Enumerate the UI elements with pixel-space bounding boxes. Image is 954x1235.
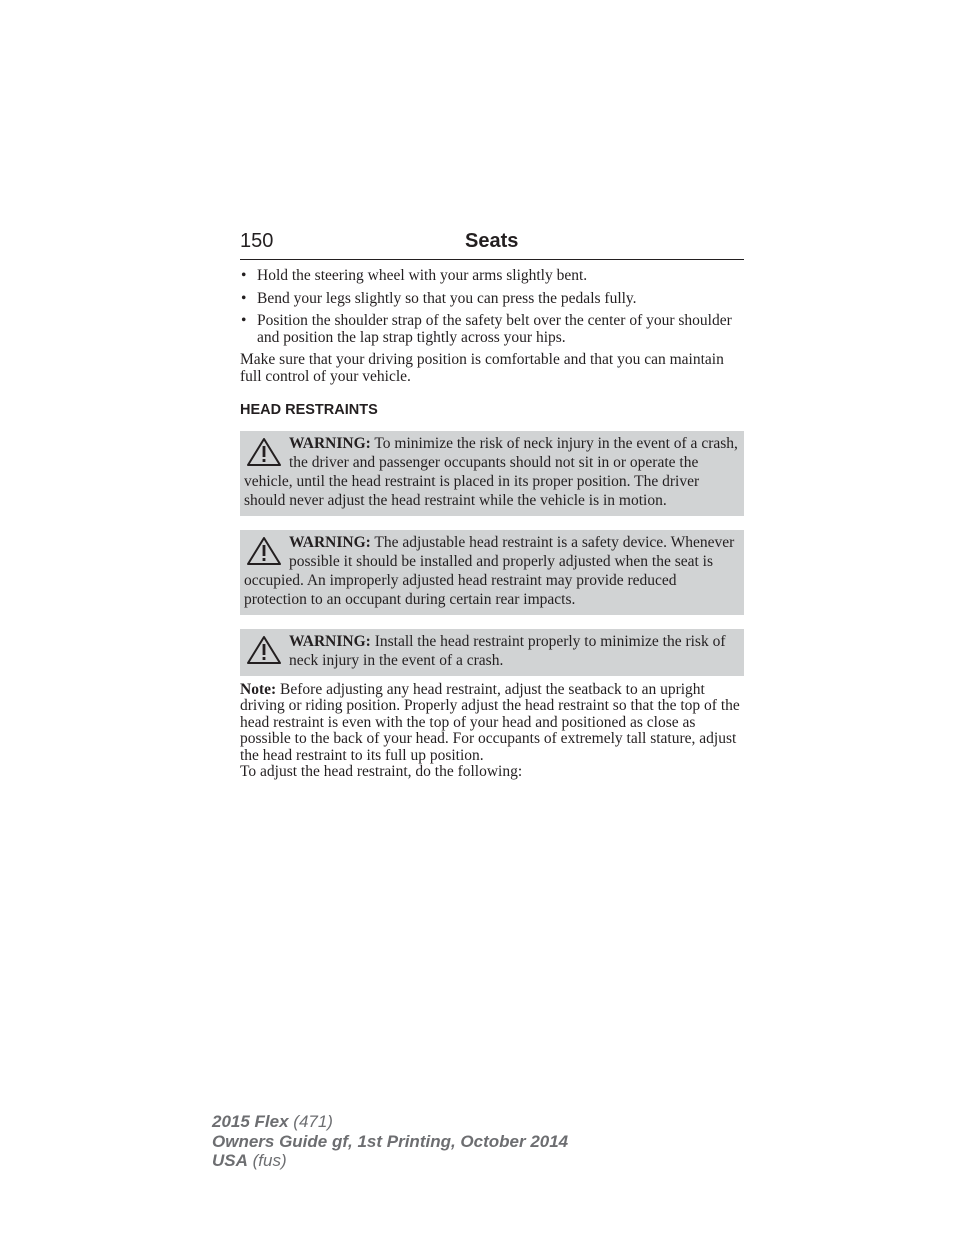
warning-text: To minimize the risk of neck injury in the event of a crash, the driver and passenger occupants should not sit in or operate the vehicle, until the head restraint is placed in its proper position. The driver should never adjust the head restraint while the vehicle is in motion. (244, 434, 738, 509)
page-number: 150 (240, 230, 274, 252)
footer-region-line: USA (fus) (212, 1151, 287, 1170)
warning-text: Install the head restraint properly to minimize the risk of neck injury in the event of a crash. (289, 632, 726, 669)
list-item: • Position the shoulder strap of the safety belt over the center of your shoulder and position the lap strap tightly across your hips. (241, 312, 732, 346)
page-header (240, 228, 744, 260)
page-footer (212, 1112, 568, 1171)
warning-label: WARNING: (289, 533, 371, 551)
footer-guide-line: Owners Guide gf, 1st Printing, October 2014 (212, 1131, 569, 1151)
warning-box (240, 530, 744, 615)
warning-label: WARNING: (289, 632, 371, 650)
note-paragraph (240, 682, 744, 765)
bullet-icon: • (241, 267, 247, 284)
page-content (240, 268, 744, 781)
warning-triangle-icon (246, 536, 282, 566)
list-item: • Hold the steering wheel with your arms slightly bent. (241, 267, 588, 284)
list-item: • Bend your legs slightly so that you can press the pedals fully. (241, 289, 637, 307)
bullet-icon: • (241, 312, 247, 329)
warning-triangle-icon (246, 635, 282, 665)
warning-label: WARNING: (289, 434, 371, 452)
warning-triangle-icon (246, 437, 282, 467)
section-heading: HEAD RESTRAINTS (240, 402, 378, 418)
note-label: Note: (240, 680, 277, 698)
warning-text: The adjustable head restraint is a safety device. Whenever possible it should be installed and properly adjusted when the seat is occupied. An improperly adjusted head restraint may provide reduced protection to an occupant during certain rear impacts. (244, 533, 735, 608)
footer-model-line: 2015 Flex (471) (212, 1112, 333, 1131)
warning-box (240, 431, 744, 516)
warning-box (240, 629, 744, 676)
bullet-icon: • (241, 289, 247, 307)
body-paragraph: To adjust the head restraint, do the following: (240, 763, 523, 780)
bullet-list (240, 268, 744, 346)
note-text: Before adjusting any head restraint, adjust the seatback to an upright driving or riding position. Properly adjust the head restraint so that the top of the head restraint is even with the top of your head and positioned as close as possible to the back of your head. For occupants of extremely tall stature, adjust the head restraint to its full up position. (240, 680, 740, 764)
section-title: Seats (465, 230, 519, 252)
body-paragraph: Make sure that your driving position is comfortable and that you can maintain full control of your vehicle. (240, 351, 724, 385)
